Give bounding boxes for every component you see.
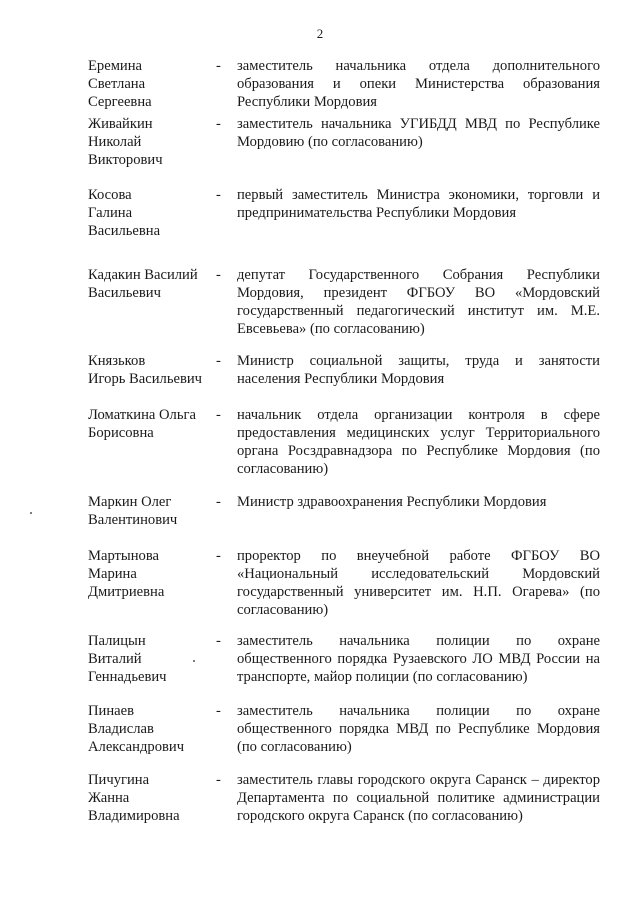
separator-dash: - <box>216 772 221 788</box>
member-first-name: Виталий <box>88 651 142 667</box>
member-position: заместитель главы городского округа Саранск – директор Департамента по социальной политике администрации городского округа Саранск (по согласованию) <box>237 772 600 824</box>
member-patronymic: Геннадьевич <box>88 669 167 685</box>
member-patronymic: Викторович <box>88 152 163 168</box>
member-name <box>88 115 196 169</box>
separator-dash: - <box>216 58 221 74</box>
member-patronymic: Александрович <box>88 739 185 755</box>
separator-dash: - <box>216 267 221 283</box>
member-name <box>88 493 196 529</box>
member-name <box>88 702 196 756</box>
member-surname-first-name: Кадакин Василий <box>88 267 198 283</box>
member-name <box>88 266 196 302</box>
member-first-name: Жанна <box>88 790 130 806</box>
member-patronymic: Сергеевна <box>88 94 152 110</box>
member-position: начальник отдела организации контроля в сфере предоставления медицинских услуг Территориального органа Росздравнадзора по Республике Мордовия (по согласованию) <box>237 407 600 477</box>
member-patronymic: Борисовна <box>88 425 154 441</box>
separator-dash: - <box>216 353 221 369</box>
member-first-name: Владислав <box>88 721 154 737</box>
member-surname: Косова <box>88 187 132 203</box>
member-position: первый заместитель Министра экономики, торговли и предпринимательства Республики Мордовия <box>237 187 600 221</box>
member-patronymic: Васильевич <box>88 285 161 301</box>
member-surname: Живайкин <box>88 116 153 132</box>
member-position: проректор по внеучебной работе ФГБОУ ВО «Национальный исследовательский Мордовский государственный университет им. Н.П. Огарева» (по согласованию) <box>237 548 600 618</box>
member-name <box>88 186 196 240</box>
separator-dash: - <box>216 116 221 132</box>
member-first-name: Светлана <box>88 76 146 92</box>
member-name <box>88 352 203 388</box>
member-name <box>88 771 196 825</box>
member-surname: Пинаев <box>88 703 135 719</box>
member-patronymic: Васильевна <box>88 223 161 239</box>
member-name <box>88 406 196 442</box>
separator-dash: - <box>216 548 221 564</box>
separator-dash: - <box>216 407 221 423</box>
member-patronymic: Валентинович <box>88 512 178 528</box>
member-surname: Пичугина <box>88 772 150 788</box>
member-first-name: Марина <box>88 566 137 582</box>
member-position: заместитель начальника полиции по охране общественного порядка Рузаевского ЛО МВД России на транспорте, майор полиции (по согласованию) <box>237 633 600 685</box>
page-number: 2 <box>316 26 324 41</box>
member-first-name: Николай <box>88 134 142 150</box>
member-position: Министр здравоохранения Республики Мордовия <box>237 494 547 510</box>
separator-dash: - <box>216 494 221 510</box>
member-surname: Мартынова <box>88 548 160 564</box>
member-patronymic: Владимировна <box>88 808 180 824</box>
member-position: заместитель начальника отдела дополнительного образования и опеки Министерства образования Республики Мордовия <box>237 58 600 110</box>
member-surname: Князьков <box>88 353 146 369</box>
member-position: депутат Государственного Собрания Республики Мордовия, президент ФГБОУ ВО «Мордовский государственный педагогический институт им. М.Е. Евсевьева» (по согласованию) <box>237 267 600 337</box>
separator-dash: - <box>216 633 221 649</box>
member-surname-first-name: Маркин Олег <box>88 494 172 510</box>
scan-speck <box>193 660 195 662</box>
member-position: Министр социальной защиты, труда и занятости населения Республики Мордовия <box>237 353 600 387</box>
member-first-name-patronymic: Игорь Васильевич <box>88 371 203 387</box>
member-position: заместитель начальника полиции по охране общественного порядка МВД по Республике Мордовия (по согласованию) <box>237 703 600 755</box>
member-surname: Палицын <box>88 633 146 649</box>
separator-dash: - <box>216 703 221 719</box>
scan-speck <box>30 512 32 514</box>
member-name <box>88 547 196 601</box>
member-first-name: Галина <box>88 205 133 221</box>
member-name <box>88 57 196 111</box>
separator-dash: - <box>216 187 221 203</box>
member-surname-first-name: Ломаткина Ольга <box>88 407 196 423</box>
member-name <box>88 632 196 686</box>
member-position: заместитель начальника УГИБДД МВД по Республике Мордовию (по согласованию) <box>237 116 600 150</box>
member-patronymic: Дмитриевна <box>88 584 165 600</box>
member-surname: Еремина <box>88 58 143 74</box>
